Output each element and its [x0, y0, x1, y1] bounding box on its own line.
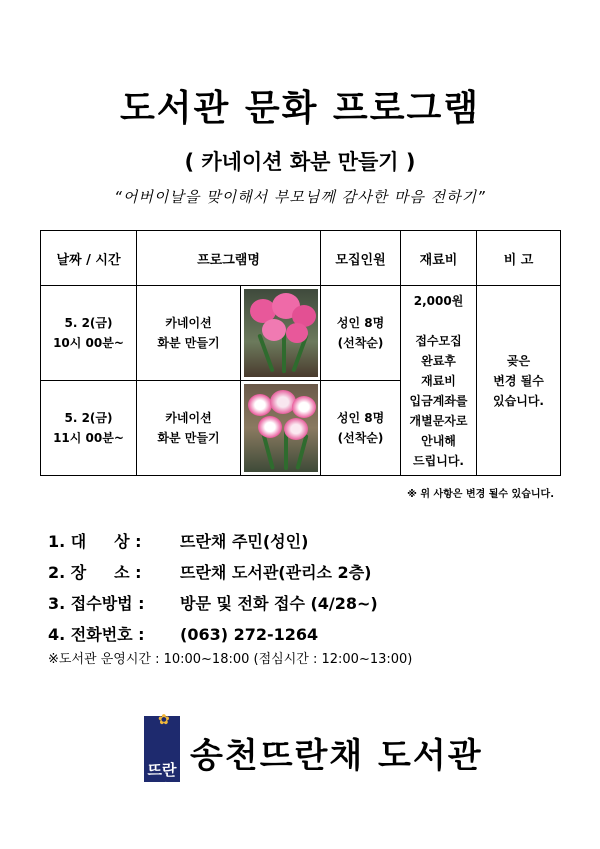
info-value: 방문 및 전화 접수 (4/28~)	[180, 594, 378, 613]
table-row	[41, 286, 561, 381]
library-name: 송천뜨란채 도서관	[190, 736, 483, 776]
flower-icon: ✿	[158, 712, 170, 728]
info-target	[48, 526, 378, 557]
capacity-cell: 성인 8명 (선착순)	[321, 286, 401, 381]
info-phone	[48, 619, 378, 650]
pink-white-carnation-photo	[241, 381, 321, 476]
table-note: ※ 위 사항은 변경 될수 있습니다.	[407, 489, 554, 500]
info-registration	[48, 588, 378, 619]
program-cell: 카네이션 화분 만들기	[137, 381, 241, 476]
fee-cell: 2,000원 접수모집 완료후 재료비 입금계좌를 개별문자로 안내해 드립니다.	[401, 286, 477, 476]
datetime-cell: 5. 2(금) 10시 00분~	[41, 286, 137, 381]
header-remark: 비 고	[477, 231, 561, 286]
info-label: 2. 장 소 :	[48, 563, 142, 582]
info-list	[48, 526, 378, 650]
info-value: 뜨란채 도서관(관리소 2층)	[180, 563, 372, 582]
library-logo	[144, 712, 180, 799]
info-label: 1. 대 상 :	[48, 532, 142, 551]
header-fee: 재료비	[401, 231, 477, 286]
capacity-cell: 성인 8명 (선착순)	[321, 381, 401, 476]
info-value: 뜨란채 주민(성인)	[180, 532, 309, 551]
info-label: 3. 접수방법 :	[48, 594, 145, 613]
header-capacity: 모집인원	[321, 231, 401, 286]
page-title: 도서관 문화 프로그램	[119, 88, 481, 129]
pink-carnation-photo	[241, 286, 321, 381]
remark-cell: 곶은 변경 될수 있습니다.	[477, 286, 561, 476]
logo-text: 뜨란 채	[147, 761, 177, 799]
operating-hours: ※도서관 운영시간 : 10:00~18:00 (점심시간 : 12:00~13:00)	[48, 652, 413, 667]
info-value: (063) 272-1264	[180, 625, 319, 644]
info-location	[48, 557, 378, 588]
header-program: 프로그램명	[137, 231, 321, 286]
page-subtitle: ( 카네이션 화분 만들기 )	[184, 150, 416, 174]
info-label: 4. 전화번호 :	[48, 625, 145, 644]
program-table	[40, 230, 561, 476]
datetime-cell: 5. 2(금) 11시 00분~	[41, 381, 137, 476]
slogan: “어버이날을 맞이해서 부모님께 감사한 마음 전하기”	[114, 188, 486, 206]
program-cell: 카네이션 화분 만들기	[137, 286, 241, 381]
header-datetime: 날짜 / 시간	[41, 231, 137, 286]
